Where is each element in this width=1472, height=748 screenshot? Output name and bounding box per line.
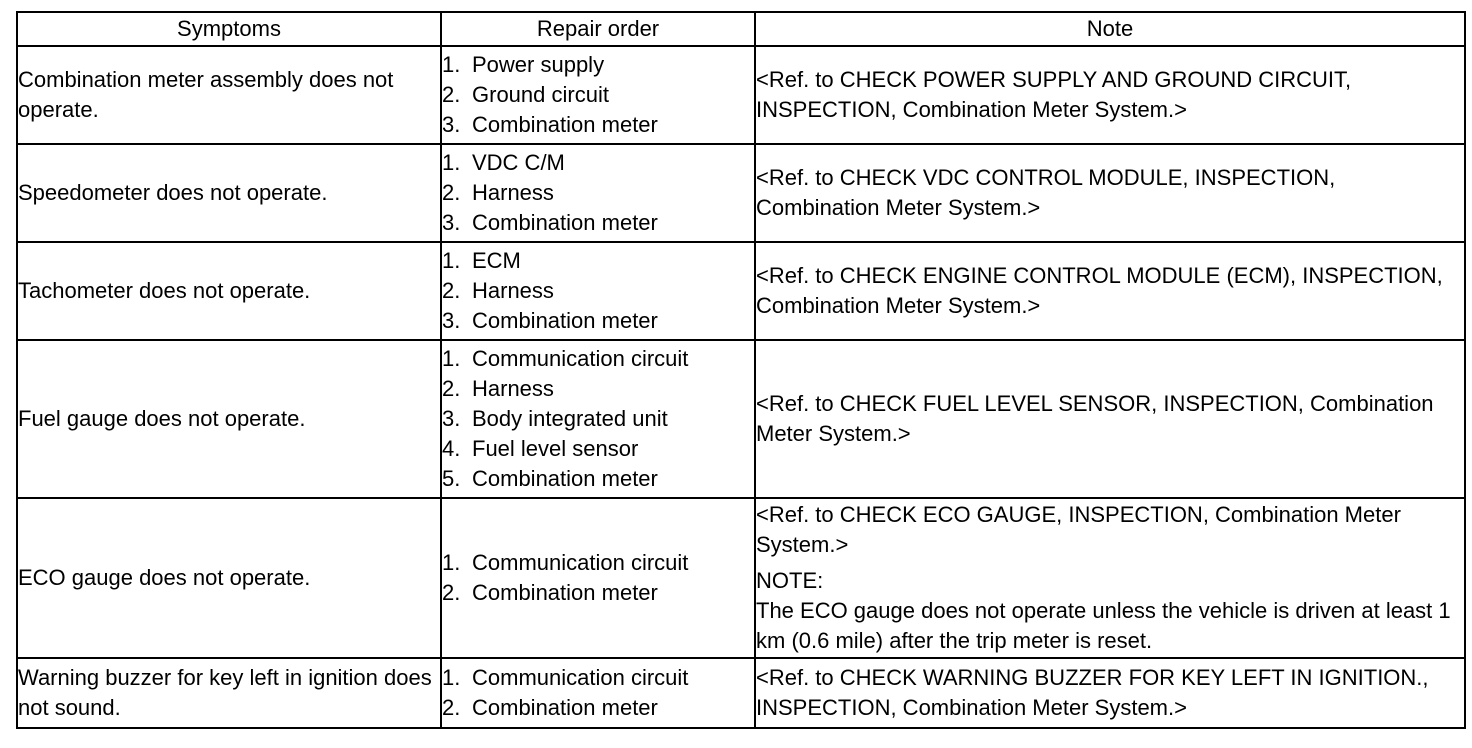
repair-steps <box>442 148 754 238</box>
repair-step <box>442 663 754 693</box>
step-number: 1. <box>442 665 461 690</box>
repair-step <box>442 434 754 464</box>
repair-order-cell <box>441 46 755 144</box>
repair-order-cell <box>441 498 755 658</box>
step-number: 2. <box>442 580 461 605</box>
symptom-cell: Fuel gauge does not operate. <box>17 340 441 498</box>
repair-step <box>442 80 754 110</box>
table-row <box>17 46 1465 144</box>
step-text: Communication circuit <box>472 346 689 371</box>
table-row <box>17 658 1465 728</box>
repair-step <box>442 404 754 434</box>
step-number: 4. <box>442 436 461 461</box>
repair-order-cell <box>441 658 755 728</box>
reference-link[interactable]: <Ref. to CHECK POWER SUPPLY AND GROUND CIRCUIT, INSPECTION, Combination Meter System.> <box>756 67 1352 122</box>
header-row <box>17 12 1465 46</box>
note-cell <box>755 498 1465 658</box>
step-text: Power supply <box>472 52 605 77</box>
repair-steps <box>442 663 754 723</box>
repair-steps <box>442 50 754 140</box>
header-repair-order: Repair order <box>441 12 755 46</box>
step-text: Combination meter <box>472 695 658 720</box>
header-note: Note <box>755 12 1465 46</box>
step-number: 2. <box>442 82 461 107</box>
step-number: 1. <box>442 346 461 371</box>
note-cell <box>755 658 1465 728</box>
note-detail: The ECO gauge does not operate unless the vehicle is driven at least 1 km (0.6 mile) after the trip meter is reset. <box>756 598 1451 653</box>
repair-step <box>442 693 754 723</box>
repair-steps <box>442 344 754 494</box>
step-text: Communication circuit <box>472 665 689 690</box>
symptom-cell: Warning buzzer for key left in ignition does not sound. <box>17 658 441 728</box>
repair-steps <box>442 246 754 336</box>
reference-link[interactable]: <Ref. to CHECK ENGINE CONTROL MODULE (ECM), INSPECTION, Combination Meter System.> <box>756 263 1443 318</box>
symptom-cell: ECO gauge does not operate. <box>17 498 441 658</box>
repair-step <box>442 148 754 178</box>
repair-step <box>442 246 754 276</box>
step-number: 3. <box>442 308 461 333</box>
table-row <box>17 242 1465 340</box>
step-text: Combination meter <box>472 580 658 605</box>
step-text: Combination meter <box>472 308 658 333</box>
note-cell <box>755 144 1465 242</box>
step-text: Combination meter <box>472 466 658 491</box>
symptom-cell: Tachometer does not operate. <box>17 242 441 340</box>
step-text: Harness <box>472 376 554 401</box>
note-cell <box>755 340 1465 498</box>
repair-order-cell <box>441 144 755 242</box>
step-number: 2. <box>442 278 461 303</box>
table-row <box>17 144 1465 242</box>
symptom-cell: Combination meter assembly does not operate. <box>17 46 441 144</box>
reference-link[interactable]: <Ref. to CHECK VDC CONTROL MODULE, INSPECTION, Combination Meter System.> <box>756 165 1336 220</box>
step-text: Harness <box>472 278 554 303</box>
symptom-cell: Speedometer does not operate. <box>17 144 441 242</box>
reference-link[interactable]: <Ref. to CHECK FUEL LEVEL SENSOR, INSPECTION, Combination Meter System.> <box>756 391 1434 446</box>
note-label: NOTE: <box>756 568 824 593</box>
header-symptoms: Symptoms <box>17 12 441 46</box>
step-number: 1. <box>442 248 461 273</box>
repair-order-cell <box>441 242 755 340</box>
repair-step <box>442 578 754 608</box>
repair-order-cell <box>441 340 755 498</box>
repair-step <box>442 208 754 238</box>
step-text: Combination meter <box>472 210 658 235</box>
repair-step <box>442 178 754 208</box>
step-number: 1. <box>442 150 461 175</box>
step-number: 3. <box>442 406 461 431</box>
step-text: Harness <box>472 180 554 205</box>
diagnosis-table <box>16 11 1466 729</box>
repair-step <box>442 276 754 306</box>
repair-steps <box>442 548 754 608</box>
step-number: 5. <box>442 466 461 491</box>
repair-step <box>442 374 754 404</box>
step-text: ECM <box>472 248 521 273</box>
table-row <box>17 498 1465 658</box>
step-text: Ground circuit <box>472 82 609 107</box>
note-cell <box>755 46 1465 144</box>
step-number: 3. <box>442 210 461 235</box>
repair-step <box>442 50 754 80</box>
step-text: Communication circuit <box>472 550 689 575</box>
step-text: Combination meter <box>472 112 658 137</box>
table-row <box>17 340 1465 498</box>
step-text: Body integrated unit <box>472 406 668 431</box>
step-number: 1. <box>442 550 461 575</box>
step-number: 2. <box>442 376 461 401</box>
repair-step <box>442 306 754 336</box>
repair-step <box>442 548 754 578</box>
step-number: 1. <box>442 52 461 77</box>
step-number: 2. <box>442 695 461 720</box>
reference-link[interactable]: <Ref. to CHECK WARNING BUZZER FOR KEY LEFT IN IGNITION., INSPECTION, Combination Meter System.> <box>756 665 1429 720</box>
step-text: Fuel level sensor <box>472 436 639 461</box>
step-text: VDC C/M <box>472 150 565 175</box>
reference-link[interactable]: <Ref. to CHECK ECO GAUGE, INSPECTION, Combination Meter System.> <box>756 502 1401 557</box>
repair-step <box>442 110 754 140</box>
step-number: 3. <box>442 112 461 137</box>
repair-step <box>442 344 754 374</box>
note-cell <box>755 242 1465 340</box>
repair-step <box>442 464 754 494</box>
step-number: 2. <box>442 180 461 205</box>
